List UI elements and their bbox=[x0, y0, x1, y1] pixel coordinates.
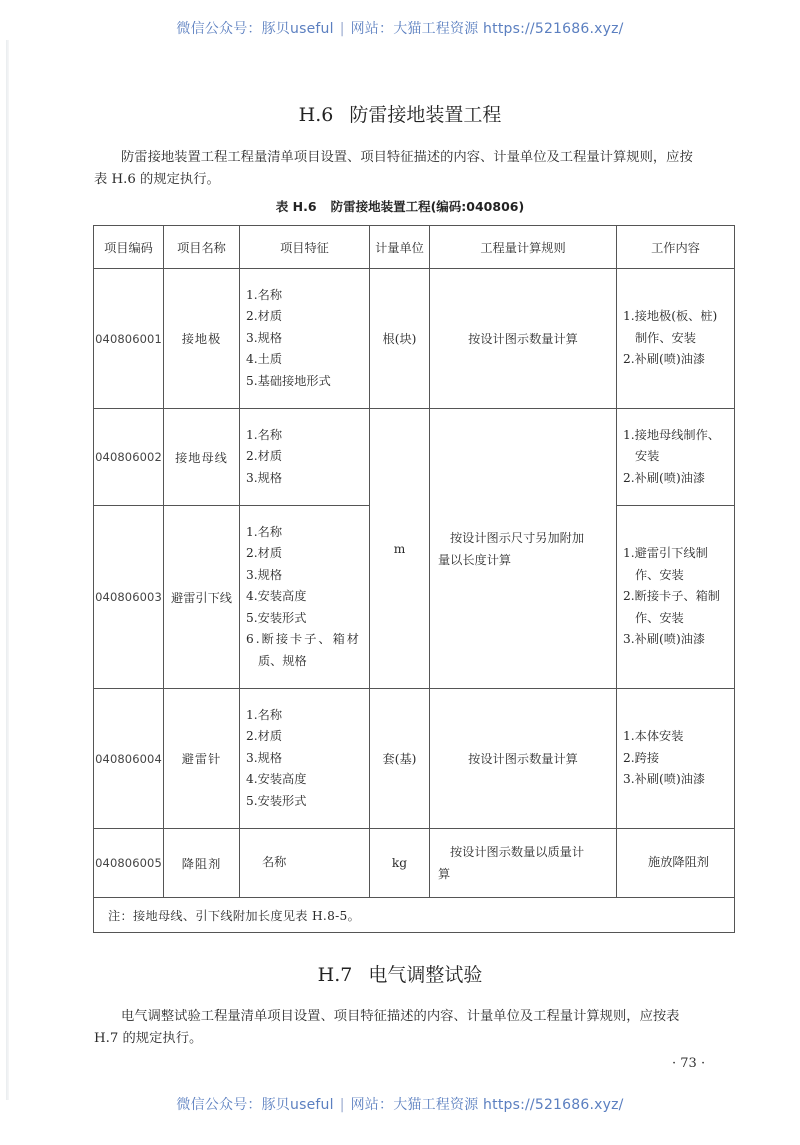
item-features bbox=[240, 269, 370, 409]
watermark-website: 网站：大猫工程资源 https://521686.xyz/ bbox=[350, 21, 624, 37]
item-work bbox=[617, 269, 735, 409]
header-name: 项目名称 bbox=[164, 226, 240, 269]
watermark-bottom bbox=[0, 1094, 800, 1114]
work-line: 2.补刷(喷)油漆 bbox=[623, 470, 706, 485]
item-unit-shared: m bbox=[370, 409, 430, 689]
feature-line: 1.名称 bbox=[246, 427, 283, 442]
section-h6-title: 防雷接地装置工程 bbox=[349, 104, 502, 126]
watermark-website: 网站：大猫工程资源 https://521686.xyz/ bbox=[350, 1097, 624, 1113]
table-header-row bbox=[94, 226, 735, 269]
section-h6-number: H.6 bbox=[298, 104, 334, 126]
work-line: 3.补刷(喷)油漆 bbox=[623, 772, 706, 787]
work-line: 2.跨接 bbox=[623, 750, 660, 765]
watermark-wechat: 微信公众号：豚贝useful bbox=[176, 21, 334, 37]
feature-line: 4.土质 bbox=[246, 352, 283, 367]
feature-line: 2.材质 bbox=[246, 449, 283, 464]
item-rule-shared bbox=[430, 409, 617, 689]
feature-line: 2.材质 bbox=[246, 546, 283, 561]
watermark-wechat: 微信公众号：豚贝useful bbox=[176, 1097, 334, 1113]
feature-line: 3.规格 bbox=[246, 567, 283, 582]
watermark-separator: | bbox=[339, 1097, 345, 1113]
section-h6-heading bbox=[0, 100, 800, 127]
header-features: 项目特征 bbox=[240, 226, 370, 269]
item-features bbox=[240, 506, 370, 689]
work-line: 1.本体安装 bbox=[623, 729, 684, 744]
header-work: 工作内容 bbox=[617, 226, 735, 269]
feature-line: 3.规格 bbox=[246, 330, 283, 345]
item-code: 040806004 bbox=[94, 689, 164, 829]
item-code: 040806003 bbox=[94, 506, 164, 689]
item-name: 降阻剂 bbox=[164, 829, 240, 898]
work-line: 1.避雷引下线制 bbox=[623, 546, 708, 561]
section-h6-paragraph bbox=[94, 147, 740, 191]
work-line: 作、安装 bbox=[635, 610, 684, 625]
header-unit: 计量单位 bbox=[370, 226, 430, 269]
rule-line: 按设计图示数量以质量计 bbox=[450, 845, 585, 859]
table-caption bbox=[0, 197, 800, 215]
section-h7-heading bbox=[0, 960, 800, 987]
work-line: 3.补刷(喷)油漆 bbox=[623, 632, 706, 647]
table-row bbox=[94, 409, 735, 506]
feature-line: 4.安装高度 bbox=[246, 772, 307, 787]
item-name: 避雷引下线 bbox=[164, 506, 240, 689]
section-h7-paragraph-line1: 电气调整试验工程量清单项目设置、项目特征描述的内容、计量单位及工程量计算规则，应按表 bbox=[121, 1009, 680, 1024]
item-rule: 按设计图示数量计算 bbox=[430, 689, 617, 829]
item-name: 接地极 bbox=[164, 269, 240, 409]
item-work bbox=[617, 506, 735, 689]
feature-line: 6.断接卡子、箱材 bbox=[246, 632, 361, 647]
table-row bbox=[94, 689, 735, 829]
watermark-top bbox=[0, 18, 800, 38]
feature-line: 质、规格 bbox=[258, 653, 307, 668]
item-rule: 按设计图示数量计算 bbox=[430, 269, 617, 409]
feature-line: 5.安装形式 bbox=[246, 610, 307, 625]
item-code: 040806002 bbox=[94, 409, 164, 506]
work-line: 制作、安装 bbox=[635, 330, 696, 345]
work-line: 1.接地极(板、桩) bbox=[623, 309, 718, 324]
item-work bbox=[617, 409, 735, 506]
work-line: 作、安装 bbox=[635, 567, 684, 582]
item-features bbox=[240, 689, 370, 829]
work-line: 2.补刷(喷)油漆 bbox=[623, 352, 706, 367]
table-row bbox=[94, 269, 735, 409]
item-features: 名称 bbox=[240, 829, 370, 898]
section-h7-paragraph bbox=[94, 1006, 740, 1050]
item-work: 施放降阻剂 bbox=[617, 829, 735, 898]
item-code: 040806005 bbox=[94, 829, 164, 898]
section-h7-number: H.7 bbox=[317, 964, 353, 986]
table-caption-title: 防雷接地装置工程(编码:040806) bbox=[330, 199, 525, 214]
table-note: 注：接地母线、引下线附加长度见表 H.8-5。 bbox=[94, 898, 735, 933]
work-line: 1.接地母线制作、 bbox=[623, 427, 720, 442]
item-rule bbox=[430, 829, 617, 898]
item-unit: 套(基) bbox=[370, 689, 430, 829]
feature-line: 5.安装形式 bbox=[246, 793, 307, 808]
table-row bbox=[94, 829, 735, 898]
feature-line: 2.材质 bbox=[246, 309, 283, 324]
work-line: 2.断接卡子、箱制 bbox=[623, 589, 720, 604]
rule-line: 按设计图示尺寸另加附加 bbox=[450, 530, 585, 545]
watermark-separator: | bbox=[339, 21, 345, 37]
feature-line: 3.规格 bbox=[246, 470, 283, 485]
rule-line: 算 bbox=[438, 867, 451, 881]
section-h6-paragraph-line1: 防雷接地装置工程工程量清单项目设置、项目特征描述的内容、计量单位及工程量计算规则，应按 bbox=[121, 150, 693, 165]
rule-line: 量以长度计算 bbox=[438, 552, 512, 567]
feature-line: 2.材质 bbox=[246, 729, 283, 744]
section-h7-paragraph-line2: H.7 的规定执行。 bbox=[94, 1031, 203, 1046]
item-work bbox=[617, 689, 735, 829]
feature-line: 1.名称 bbox=[246, 524, 283, 539]
header-rule: 工程量计算规则 bbox=[430, 226, 617, 269]
feature-line: 1.名称 bbox=[246, 287, 283, 302]
item-unit: kg bbox=[370, 829, 430, 898]
feature-line: 5.基础接地形式 bbox=[246, 373, 331, 388]
table-caption-number: 表 H.6 bbox=[275, 199, 317, 214]
header-code: 项目编码 bbox=[94, 226, 164, 269]
table-note-row bbox=[94, 898, 735, 933]
feature-line: 3.规格 bbox=[246, 750, 283, 765]
item-name: 接地母线 bbox=[164, 409, 240, 506]
lightning-grounding-table bbox=[93, 225, 735, 933]
item-features bbox=[240, 409, 370, 506]
feature-line: 1.名称 bbox=[246, 707, 283, 722]
work-line: 安装 bbox=[635, 449, 660, 464]
item-code: 040806001 bbox=[94, 269, 164, 409]
page-number: · 73 · bbox=[672, 1056, 706, 1071]
section-h6-paragraph-line2: 表 H.6 的规定执行。 bbox=[94, 172, 220, 187]
item-name: 避雷针 bbox=[164, 689, 240, 829]
section-h7-title: 电气调整试验 bbox=[368, 964, 483, 986]
feature-line: 4.安装高度 bbox=[246, 589, 307, 604]
item-unit: 根(块) bbox=[370, 269, 430, 409]
